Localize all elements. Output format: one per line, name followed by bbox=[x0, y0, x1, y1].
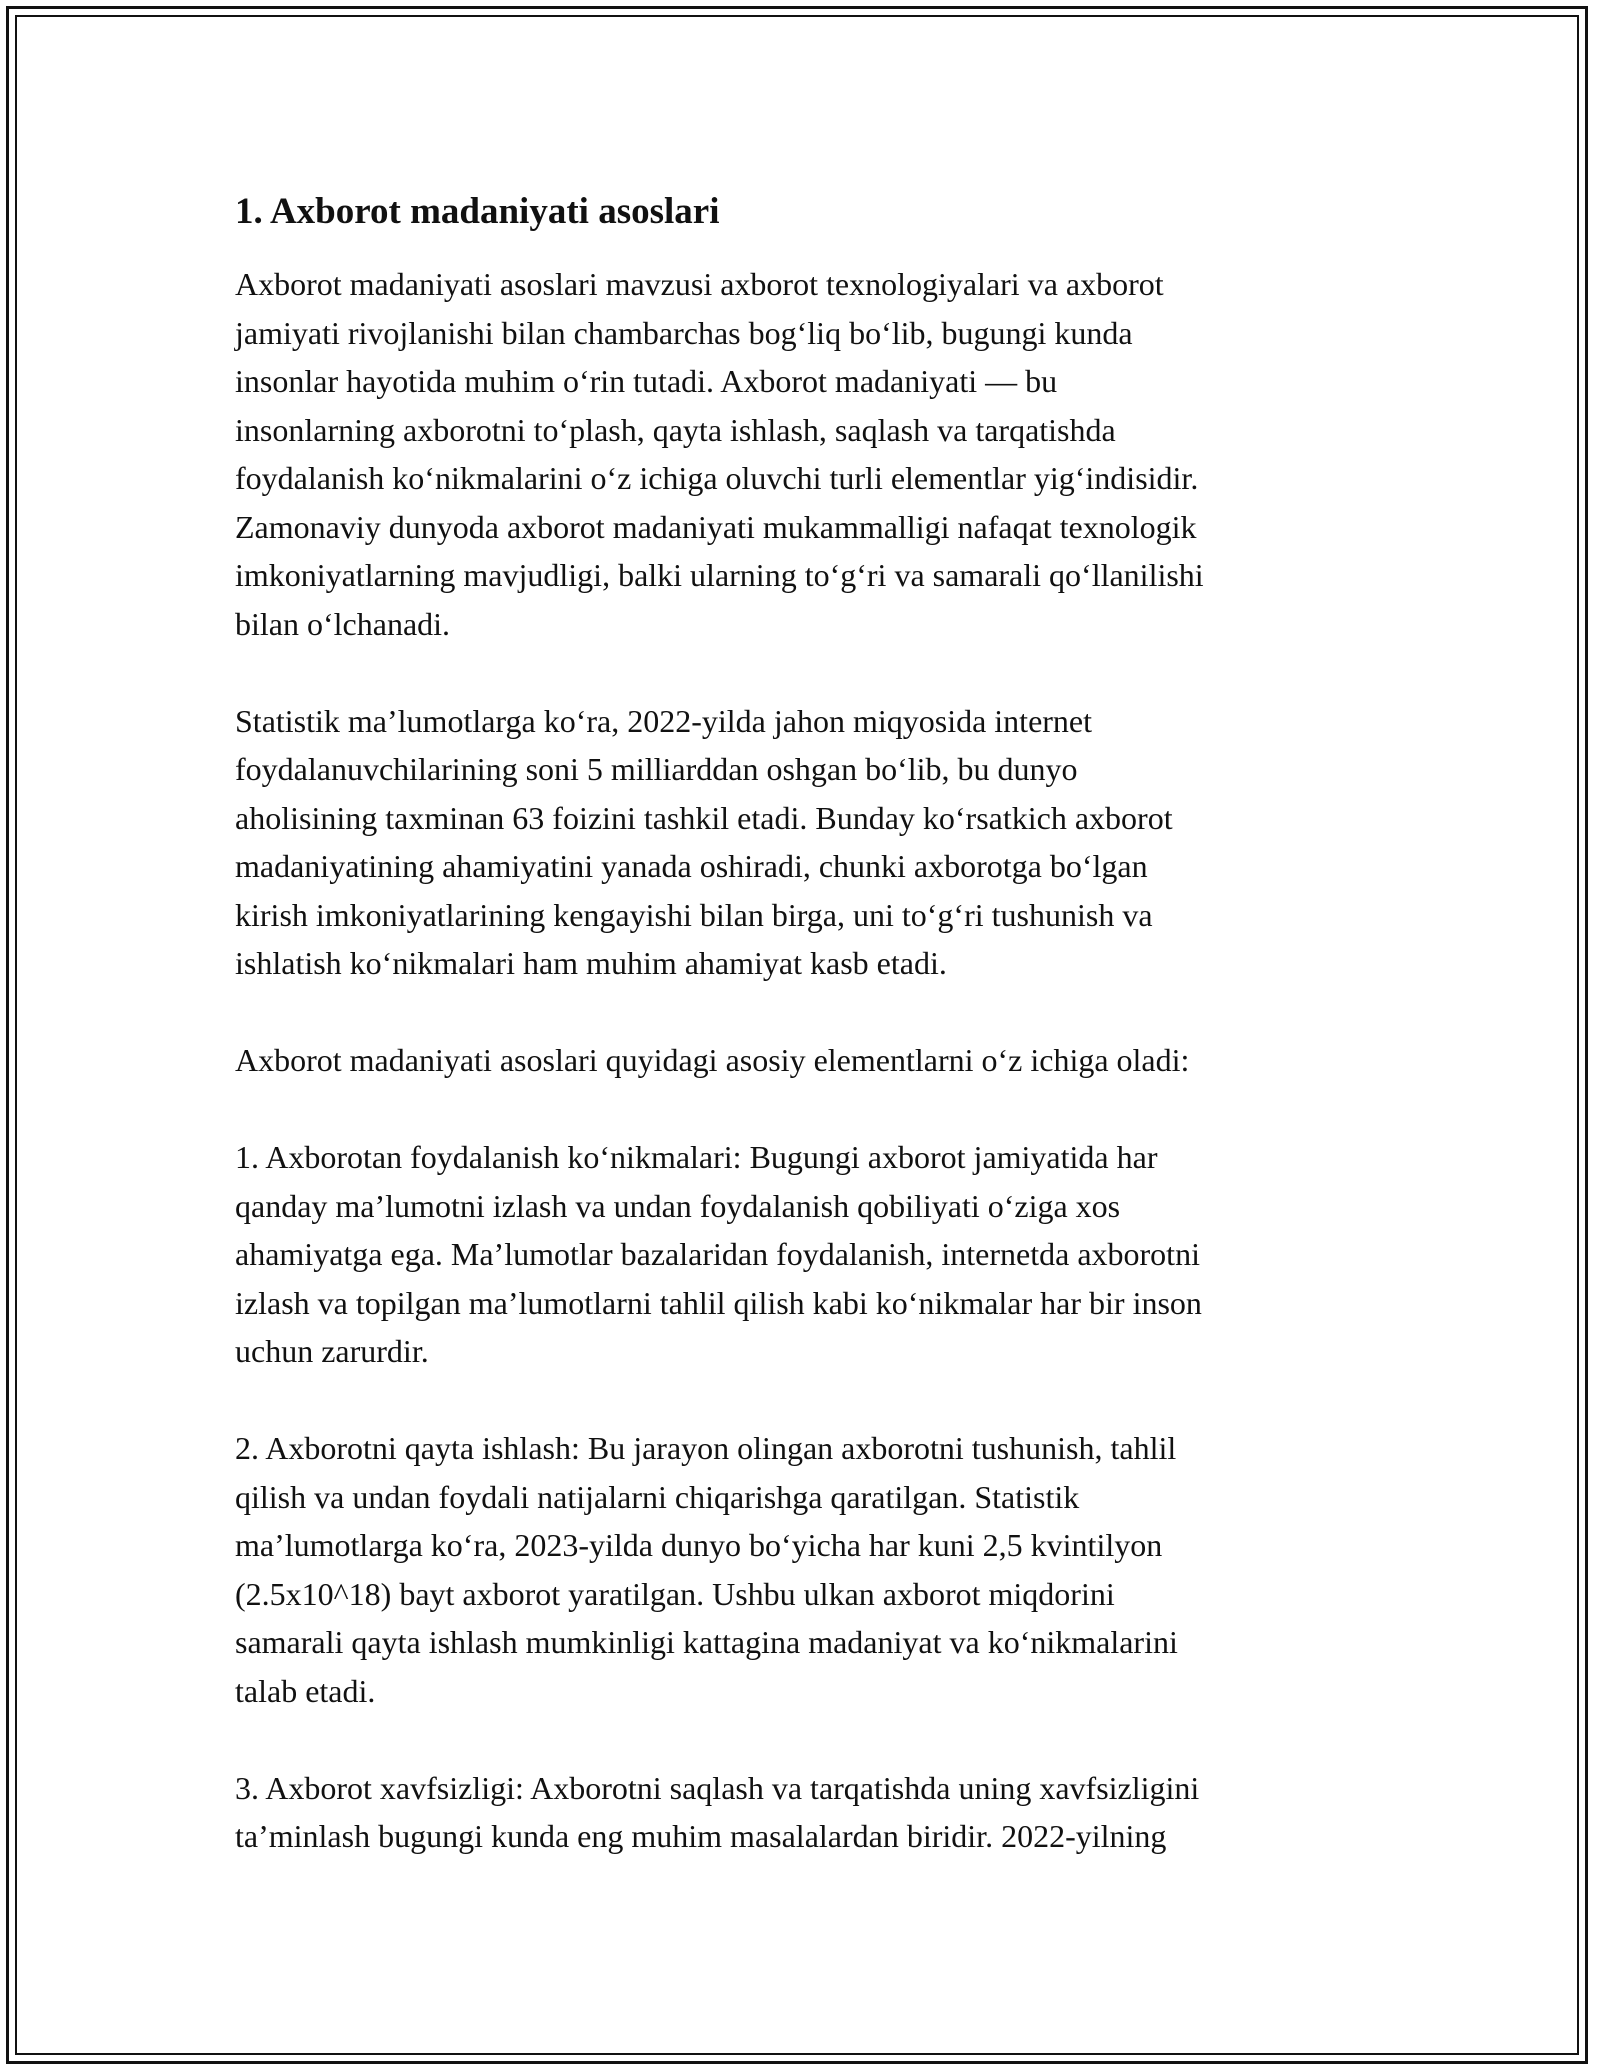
list-item-2: 2. Axborotni qayta ishlash: Bu jarayon olingan axborotni tushunish, tahlil qilish va undan foydali natijalarni chiqarishga qaratilgan. Statistik ma’lumotlarga ko‘ra, 2023-yilda dunyo bo‘yicha har kuni 2,5 kvintilyon (2.5x10^18) bayt axborot yaratilgan. Ushbu ulkan axborot miqdorini samarali qayta ishlash mumkinligi kattagina madaniyat va ko‘nikmalarini talab etadi. bbox=[235, 1430, 1178, 1709]
document-body bbox=[235, 188, 1365, 1861]
list-item-3: 3. Axborot xavfsizligi: Axborotni saqlash va tarqatishda uning xavfsizligini ta’minlash bugungi kunda eng muhim masalalardan biridir. 2022-yilning bbox=[235, 1769, 1200, 1854]
section-title: 1. Axborot madaniyati asoslari bbox=[235, 191, 720, 232]
paragraph-intro: Axborot madaniyati asoslari mavzusi axborot texnologiyalari va axborot jamiyati rivojlanishi bilan chambarchas bog‘liq bo‘lib, bugungi kunda insonlar hayotida muhim o‘rin tutadi. Axborot madaniyati — bu insonlarning axborotni to‘plash, qayta ishlash, saqlash va tarqatishda foydalanish ko‘nikmalarini o‘z ichiga oluvchi turli elementlar yig‘indisidir. Zamonaviy dunyoda axborot madaniyati mukammalligi nafaqat texnologik imkoniyatlarning mavjudligi, balki ularning to‘g‘ri va samarali qo‘llanilishi bilan o‘lchanadi. bbox=[235, 266, 1204, 642]
paragraph-elements-intro: Axborot madaniyati asoslari quyidagi asosiy elementlarni o‘z ichiga oladi: bbox=[235, 1042, 1190, 1078]
list-item-1: 1. Axborotan foydalanish ko‘nikmalari: Bugungi axborot jamiyatida har qanday ma’lumotni izlash va undan foydalanish qobiliyati o‘ziga xos ahamiyatga ega. Ma’lumotlar bazalaridan foydalanish, internetda axborotni izlash va topilgan ma’lumotlarni tahlil qilish kabi ko‘nikmalar har bir inson uchun zarurdir. bbox=[235, 1139, 1202, 1369]
paragraph-statistics: Statistik ma’lumotlarga ko‘ra, 2022-yilda jahon miqyosida internet foydalanuvchilarining soni 5 milliarddan oshgan bo‘lib, bu dunyo aholisining taxminan 63 foizini tashkil etadi. Bunday ko‘rsatkich axborot madaniyatining ahamiyatini yanada oshiradi, chunki axborotga bo‘lgan kirish imkoniyatlarining kengayishi bilan birga, uni to‘g‘ri tushunish va ishlatish ko‘nikmalari ham muhim ahamiyat kasb etadi. bbox=[235, 702, 1173, 981]
